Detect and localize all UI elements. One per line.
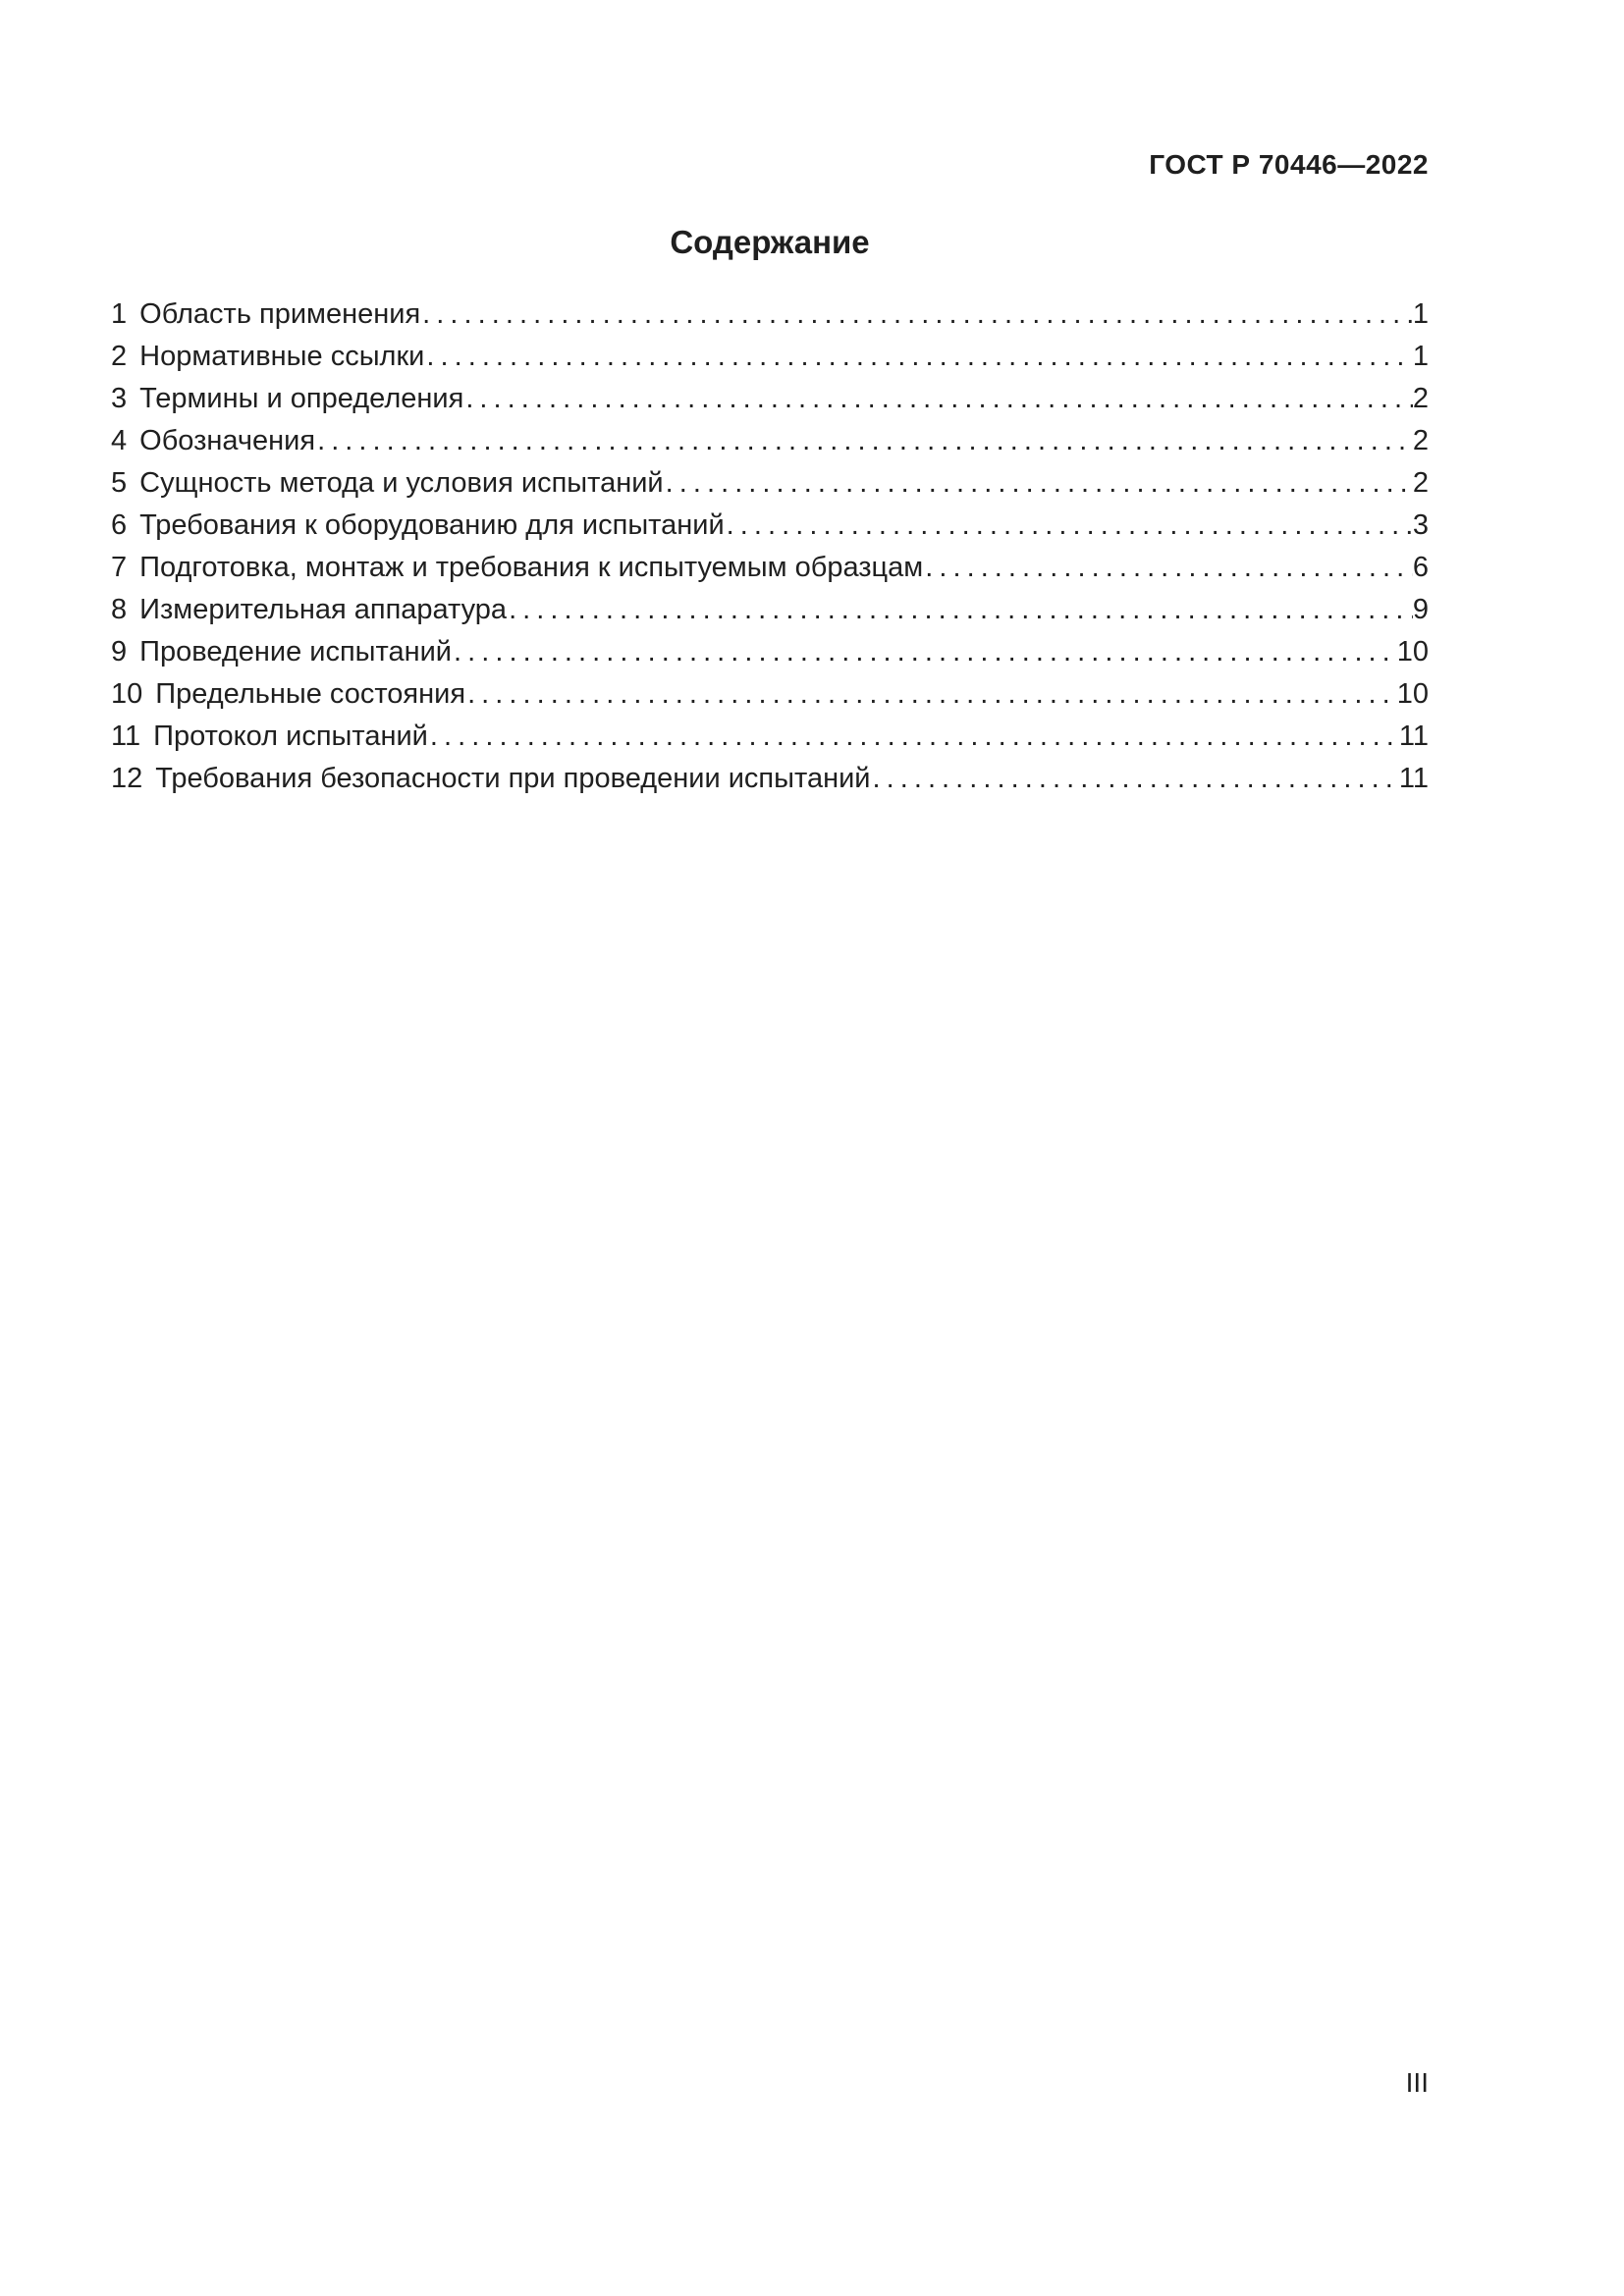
toc-entry-number: 6 [111, 509, 128, 541]
toc-entry [111, 589, 1429, 631]
dot-leader [923, 547, 1413, 589]
page-number: III [1405, 2067, 1429, 2098]
toc-entry-number: 3 [111, 383, 128, 414]
toc-entry [111, 547, 1429, 589]
toc-entry-page: 11 [1398, 763, 1429, 794]
dot-leader [507, 589, 1413, 631]
toc-entry-title: Нормативные ссылки [139, 341, 425, 372]
toc-entry [111, 378, 1429, 420]
toc-entry-page: 6 [1412, 552, 1429, 583]
toc-entry [111, 462, 1429, 505]
toc-entry-page: 2 [1412, 383, 1429, 414]
toc-entry-number: 12 [111, 763, 143, 794]
toc-entry-number: 10 [111, 678, 143, 710]
toc-entry-title: Область применения [139, 298, 421, 330]
toc-entry-title: Протокол испытаний [153, 721, 428, 752]
toc-entry-title: Термины и определения [139, 383, 464, 414]
dot-leader [465, 673, 1397, 716]
table-of-contents [111, 294, 1429, 800]
dot-leader [870, 758, 1398, 800]
toc-entry-page: 2 [1412, 425, 1429, 456]
toc-entry-number: 7 [111, 552, 128, 583]
toc-entry-number: 9 [111, 636, 128, 667]
toc-entry-title: Проведение испытаний [139, 636, 453, 667]
toc-entry-number: 5 [111, 467, 128, 499]
dot-leader [463, 378, 1413, 420]
toc-entry-number: 11 [111, 721, 141, 752]
toc-entry [111, 420, 1429, 462]
dot-leader [424, 336, 1413, 378]
toc-entry-title: Предельные состояния [155, 678, 466, 710]
toc-entry-title: Требования к оборудованию для испытаний [139, 509, 725, 541]
toc-entry-page: 1 [1412, 298, 1429, 330]
dot-leader [428, 716, 1399, 758]
dot-leader [725, 505, 1413, 547]
toc-entry-title: Измерительная аппаратура [139, 594, 508, 625]
toc-entry-number: 1 [111, 298, 128, 330]
toc-entry-title: Требования безопасности при проведении испытаний [155, 763, 871, 794]
dot-leader [315, 420, 1413, 462]
toc-entry [111, 716, 1429, 758]
toc-entry-number: 8 [111, 594, 128, 625]
toc-entry-number: 2 [111, 341, 128, 372]
toc-entry-number: 4 [111, 425, 128, 456]
toc-entry-page: 10 [1396, 636, 1429, 667]
dot-leader [664, 462, 1413, 505]
toc-entry-title: Сущность метода и условия испытаний [139, 467, 664, 499]
dot-leader [420, 294, 1413, 336]
toc-entry [111, 294, 1429, 336]
document-code: ГОСТ Р 70446—2022 [1149, 149, 1429, 180]
toc-entry-title: Обозначения [139, 425, 316, 456]
dot-leader [452, 631, 1397, 673]
toc-entry-page: 3 [1412, 509, 1429, 541]
toc-entry-page: 1 [1412, 341, 1429, 372]
toc-entry [111, 505, 1429, 547]
toc-entry-page: 11 [1398, 721, 1429, 752]
page-title: Содержание [670, 224, 870, 260]
toc-entry-title: Подготовка, монтаж и требования к испытуемым образцам [139, 552, 924, 583]
toc-entry-page: 9 [1412, 594, 1429, 625]
toc-entry-page: 2 [1412, 467, 1429, 499]
toc-entry [111, 336, 1429, 378]
toc-entry [111, 631, 1429, 673]
toc-entry [111, 673, 1429, 716]
toc-entry-page: 10 [1396, 678, 1429, 710]
toc-entry [111, 758, 1429, 800]
